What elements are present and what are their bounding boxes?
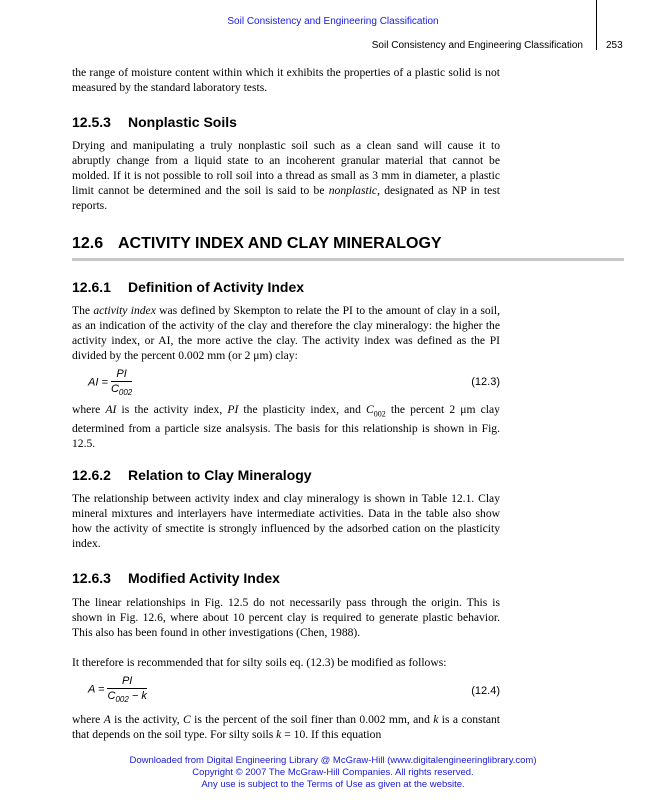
heading-12-5-3 xyxy=(72,114,237,130)
math-var: AI xyxy=(105,403,117,416)
modified-activity-paragraph-2: It therefore is recommended that for silty soils eq. (12.3) be modified as follows: xyxy=(72,656,447,669)
equation-lhs: A = xyxy=(88,683,105,696)
text-run: The xyxy=(72,304,94,317)
activity-index-paragraph xyxy=(72,303,500,363)
text-run: where xyxy=(72,403,106,416)
heading-title: ACTIVITY INDEX AND CLAY MINERALOGY xyxy=(118,235,442,252)
fraction-denominator xyxy=(107,689,146,704)
nonplastic-paragraph xyxy=(72,138,500,213)
math-var: k xyxy=(276,728,282,741)
emphasis-term: activity index xyxy=(93,304,156,317)
text-run: is a constant that depends on the soil type. For silty soils xyxy=(72,713,500,741)
heading-12-6 xyxy=(72,235,442,253)
text-run: the plasticity index, and xyxy=(238,403,366,416)
text-run: , designated as NP in test reports. xyxy=(72,184,500,212)
heading-number: 12.6 xyxy=(72,235,104,252)
equation-fraction xyxy=(107,675,146,704)
math-var: C xyxy=(366,403,374,416)
footer-terms[interactable]: Any use is subject to the Terms of Use as given at the website. xyxy=(201,779,465,790)
text-run: is the activity, xyxy=(110,713,184,726)
heading-number: 12.6.3 xyxy=(72,570,111,586)
heading-title: Modified Activity Index xyxy=(128,570,280,586)
text-run: was defined by Skempton to relate the PI to the amount of clay in a soil, as an indication of the activity of the clay and therefore the clay mineralogy: the higher the activity index, or AI, the more active the clay. The activity index was defined as the PI divided by the percent 0.002 mm (or 2 μm) clay: xyxy=(72,304,500,362)
text-run: is the activity index, xyxy=(116,403,228,416)
equation-12-3 xyxy=(88,368,132,397)
text-run: = 10. If this equation xyxy=(281,728,382,741)
text-run: where xyxy=(72,713,104,726)
footer-download-link[interactable]: Downloaded from Digital Engineering Library @ McGraw-Hill (www.digitalengineeringlibrary.com) xyxy=(129,755,537,766)
intro-paragraph: the range of moisture content within which it exhibits the properties of a plastic solid is not measured by the standard laboratory tests. xyxy=(72,66,500,94)
equation-fraction xyxy=(111,368,132,397)
denominator-subscript: 002 xyxy=(118,388,133,398)
heading-title: Nonplastic Soils xyxy=(128,114,237,130)
denominator-tail: − k xyxy=(128,690,147,702)
section-rule xyxy=(72,258,624,261)
heading-title: Relation to Clay Mineralogy xyxy=(128,467,312,483)
footer-copyright: Copyright © 2007 The McGraw-Hill Companies. All rights reserved. xyxy=(192,767,474,778)
header-divider xyxy=(596,0,597,50)
where-paragraph-1 xyxy=(72,402,500,451)
heading-12-6-3 xyxy=(72,570,280,586)
equation-lhs: AI = xyxy=(88,376,108,389)
text-run: Drying and manipulating a truly nonplastic soil such as a clean sand will cause it to abruptly change from a liquid state to an incoherent granular material that cannot be molded. If it is not possible to roll soil into a thread as small as 3 mm in diameter, a plastic limit cannot be determined and the soil is said to be xyxy=(72,139,500,197)
equation-number-12-3: (12.3) xyxy=(471,376,500,388)
fraction-denominator xyxy=(111,382,132,397)
heading-title: Definition of Activity Index xyxy=(128,279,305,295)
top-source-link[interactable]: Soil Consistency and Engineering Classification xyxy=(227,16,439,27)
math-subscript: 002 xyxy=(373,409,386,419)
heading-number: 12.6.2 xyxy=(72,467,111,483)
emphasis-term: nonplastic xyxy=(328,184,378,197)
where-paragraph-2 xyxy=(72,712,500,742)
denominator-subscript: 002 xyxy=(115,695,129,705)
fraction-numerator: PI xyxy=(107,675,146,689)
heading-12-6-2 xyxy=(72,467,312,483)
equation-12-4 xyxy=(88,675,147,704)
fraction-numerator: PI xyxy=(111,368,132,382)
clay-mineralogy-paragraph: The relationship between activity index and clay mineralogy is shown in Table 12.1. Clay mineral mixtures and interlayers have intermediate activities. Data in the table also show how the activity of smectite is strongly influenced by the adsorbed cation on the plasticity index. xyxy=(72,492,500,550)
running-head: Soil Consistency and Engineering Classification xyxy=(371,40,583,51)
text-run: is the percent of the soil finer than 0.002 mm, and xyxy=(190,713,434,726)
heading-number: 12.5.3 xyxy=(72,114,111,130)
math-var: PI xyxy=(227,403,239,416)
math-var: C xyxy=(183,713,191,726)
equation-number-12-4: (12.4) xyxy=(471,685,500,697)
heading-12-6-1 xyxy=(72,279,304,295)
heading-number: 12.6.1 xyxy=(72,279,111,295)
denominator-var: C xyxy=(107,690,116,702)
modified-activity-paragraph-1: The linear relationships in Fig. 12.5 do not necessarily pass through the origin. This is shown in Fig. 12.6, where about 10 percent clay is required to generate plastic behavior. This also has been found in other investigations (Chen, 1988). xyxy=(72,596,500,639)
page-number: 253 xyxy=(606,40,623,51)
math-var: k xyxy=(433,713,439,726)
text-run: the percent 2 μm clay determined from a particle size analsysis. The basis for this relationship is shown in Fig. 12.5. xyxy=(72,403,500,451)
math-var: A xyxy=(103,713,111,726)
denominator-var: C xyxy=(110,383,119,395)
